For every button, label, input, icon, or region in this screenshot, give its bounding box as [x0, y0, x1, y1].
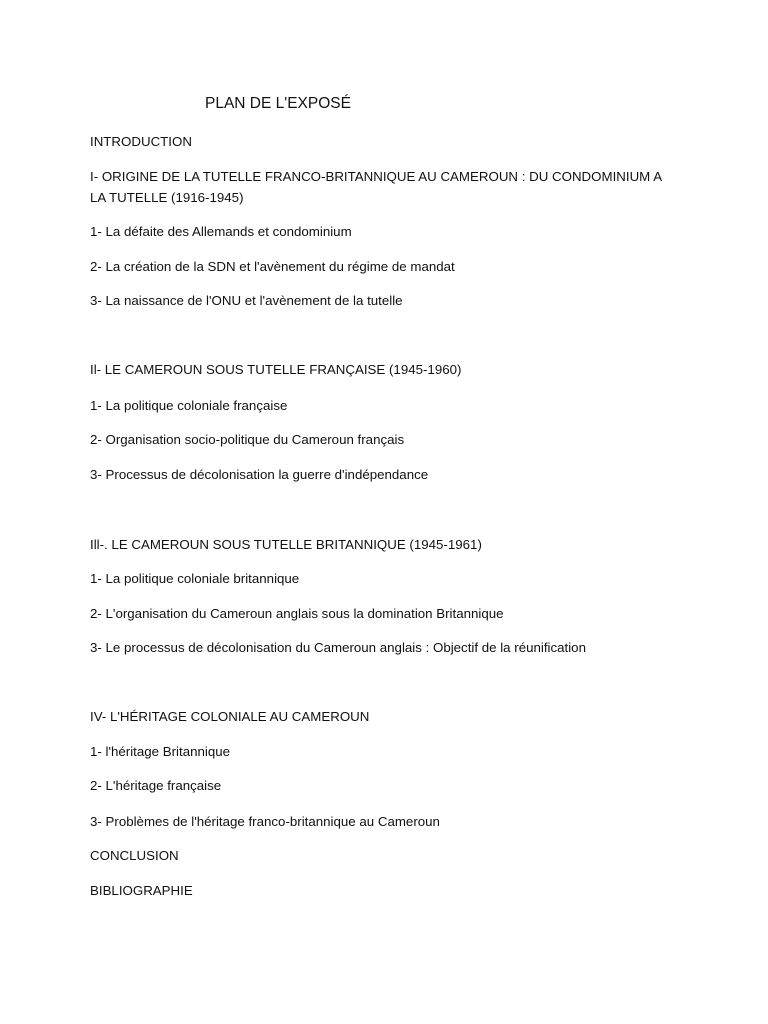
part-4-item-3: 3- Problèmes de l'héritage franco-britannique au Cameroun: [90, 814, 440, 829]
part-1-item-2: 2- La création de la SDN et l'avènement du régime de mandat: [90, 259, 455, 274]
part-2-item-3: 3- Processus de décolonisation la guerre d'indépendance: [90, 467, 429, 482]
part-4-item-2: 2- L'héritage française: [90, 778, 222, 793]
document-title: PLAN DE L'EXPOSÉ: [205, 95, 351, 112]
part-3-heading: Ill-. LE CAMEROUN SOUS TUTELLE BRITANNIQUE (1945-1961): [90, 537, 482, 552]
part-4-heading: IV- L'HÉRITAGE COLONIALE AU CAMEROUN: [90, 709, 370, 724]
part-1-item-1: 1- La défaite des Allemands et condominium: [90, 224, 352, 239]
part-3-item-3: 3- Le processus de décolonisation du Cameroun anglais : Objectif de la réunification: [90, 640, 586, 655]
conclusion-heading: CONCLUSION: [90, 848, 179, 863]
part-3-item-1: 1- La politique coloniale britannique: [90, 571, 300, 586]
part-2-heading: Il- LE CAMEROUN SOUS TUTELLE FRANÇAISE (1945-1960): [90, 362, 462, 377]
part-3-item-2: 2- L'organisation du Cameroun anglais sous la domination Britannique: [90, 606, 504, 621]
part-1-heading: I- ORIGINE DE LA TUTELLE FRANCO-BRITANNIQUE AU CAMEROUN : DU CONDOMINIUM A LA TUTELLE (1916-1945): [90, 169, 662, 205]
part-2-item-2: 2- Organisation socio-politique du Cameroun français: [90, 432, 405, 447]
part-4-item-1: 1- l'héritage Britannique: [90, 744, 231, 759]
part-2-item-1: 1- La politique coloniale française: [90, 398, 288, 413]
part-1-item-3: 3- La naissance de l'ONU et l'avènement de la tutelle: [90, 293, 403, 308]
bibliography-heading: BIBLIOGRAPHIE: [90, 883, 193, 898]
introduction-heading: INTRODUCTION: [90, 134, 192, 149]
